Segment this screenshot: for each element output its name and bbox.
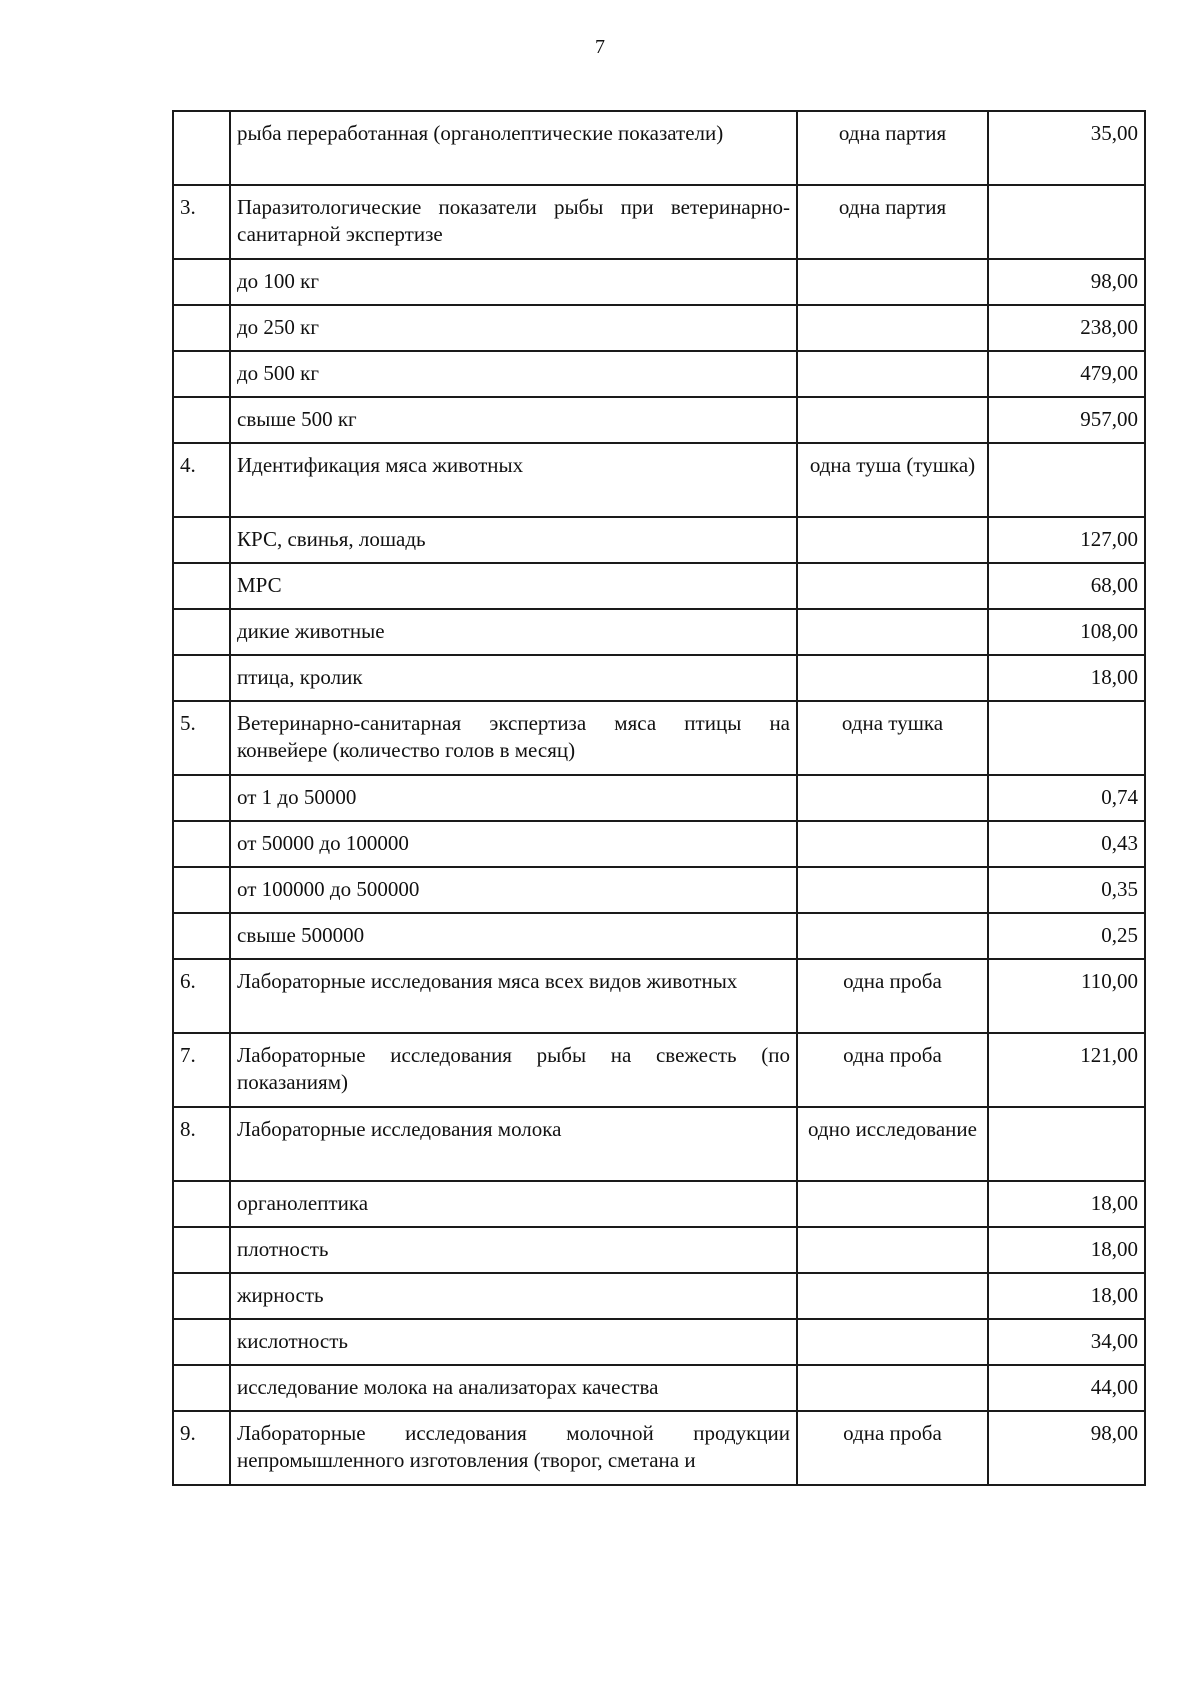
unit-of-measure [797,1365,988,1411]
unit-of-measure [797,913,988,959]
row-number: 5. [173,701,230,775]
service-name: до 250 кг [230,305,797,351]
price-value: 98,00 [988,1411,1145,1485]
service-name: кислотность [230,1319,797,1365]
table-row [173,397,1145,443]
price-value: 35,00 [988,111,1145,185]
price-value: 127,00 [988,517,1145,563]
unit-of-measure [797,655,988,701]
service-name: Ветеринарно-санитарная экспертиза мяса птицы на конвейере (количество голов в месяц) [230,701,797,775]
row-number [173,259,230,305]
row-number: 7. [173,1033,230,1107]
row-number [173,1319,230,1365]
service-name: от 1 до 50000 [230,775,797,821]
table-row [173,701,1145,775]
service-name: до 500 кг [230,351,797,397]
price-value: 110,00 [988,959,1145,1033]
unit-of-measure [797,397,988,443]
table-row [173,443,1145,517]
unit-of-measure [797,867,988,913]
row-number: 6. [173,959,230,1033]
service-name: плотность [230,1227,797,1273]
table-row [173,305,1145,351]
table-row [173,1227,1145,1273]
unit-of-measure: одна тушка [797,701,988,775]
row-number [173,351,230,397]
price-value: 108,00 [988,609,1145,655]
table-row [173,351,1145,397]
price-value: 18,00 [988,1227,1145,1273]
price-value [988,701,1145,775]
unit-of-measure [797,517,988,563]
unit-of-measure: одна партия [797,185,988,259]
row-number [173,609,230,655]
unit-of-measure: одно исследование [797,1107,988,1181]
price-value: 0,25 [988,913,1145,959]
table-row [173,1365,1145,1411]
unit-of-measure [797,305,988,351]
table-row [173,867,1145,913]
service-name: органолептика [230,1181,797,1227]
unit-of-measure: одна партия [797,111,988,185]
unit-of-measure [797,259,988,305]
price-value: 479,00 [988,351,1145,397]
table-row [173,821,1145,867]
table-row [173,1107,1145,1181]
row-number: 3. [173,185,230,259]
table-row [173,775,1145,821]
unit-of-measure [797,1181,988,1227]
service-name: Лабораторные исследования молочной продукции непромышленного изготовления (творог, сметана и [230,1411,797,1485]
row-number [173,775,230,821]
unit-of-measure: одна туша (тушка) [797,443,988,517]
price-value: 0,43 [988,821,1145,867]
service-name: Лабораторные исследования молока [230,1107,797,1181]
table-row [173,1181,1145,1227]
price-value: 68,00 [988,563,1145,609]
row-number [173,397,230,443]
service-name: Идентификация мяса животных [230,443,797,517]
table-row [173,1033,1145,1107]
price-value [988,1107,1145,1181]
table-row [173,1319,1145,1365]
unit-of-measure [797,609,988,655]
row-number: 8. [173,1107,230,1181]
unit-of-measure [797,821,988,867]
service-name: от 100000 до 500000 [230,867,797,913]
row-number [173,1181,230,1227]
price-value: 34,00 [988,1319,1145,1365]
service-name: КРС, свинья, лошадь [230,517,797,563]
unit-of-measure [797,563,988,609]
service-name: дикие животные [230,609,797,655]
unit-of-measure: одна проба [797,1033,988,1107]
price-value [988,443,1145,517]
service-name: исследование молока на анализаторах качества [230,1365,797,1411]
row-number [173,517,230,563]
price-value: 957,00 [988,397,1145,443]
table-row [173,259,1145,305]
table-row [173,913,1145,959]
service-name: свыше 500 кг [230,397,797,443]
table-row [173,959,1145,1033]
table-row [173,563,1145,609]
tariff-table-body [173,111,1145,1485]
table-row [173,609,1145,655]
table-row [173,1411,1145,1485]
page-number: 7 [595,36,605,58]
price-value: 18,00 [988,1181,1145,1227]
row-number [173,1365,230,1411]
unit-of-measure [797,775,988,821]
service-name: рыба переработанная (органолептические показатели) [230,111,797,185]
row-number [173,111,230,185]
table-row [173,111,1145,185]
table-row [173,655,1145,701]
price-value: 0,74 [988,775,1145,821]
price-value: 98,00 [988,259,1145,305]
table-row [173,1273,1145,1319]
table-row [173,185,1145,259]
service-name: до 100 кг [230,259,797,305]
unit-of-measure [797,1227,988,1273]
service-name: свыше 500000 [230,913,797,959]
row-number [173,867,230,913]
tariff-table [172,110,1146,1486]
service-name: жирность [230,1273,797,1319]
row-number [173,655,230,701]
service-name: МРС [230,563,797,609]
unit-of-measure [797,1319,988,1365]
price-value: 238,00 [988,305,1145,351]
price-value: 0,35 [988,867,1145,913]
row-number [173,1227,230,1273]
row-number [173,563,230,609]
service-name: от 50000 до 100000 [230,821,797,867]
row-number [173,821,230,867]
price-value: 18,00 [988,1273,1145,1319]
row-number [173,1273,230,1319]
row-number: 4. [173,443,230,517]
price-value: 44,00 [988,1365,1145,1411]
service-name: Лабораторные исследования мяса всех видов животных [230,959,797,1033]
service-name: птица, кролик [230,655,797,701]
price-value: 121,00 [988,1033,1145,1107]
unit-of-measure [797,351,988,397]
unit-of-measure [797,1273,988,1319]
row-number [173,913,230,959]
service-name: Лабораторные исследования рыбы на свежесть (по показаниям) [230,1033,797,1107]
unit-of-measure: одна проба [797,959,988,1033]
service-name: Паразитологические показатели рыбы при ветеринарно-санитарной экспертизе [230,185,797,259]
table-row [173,517,1145,563]
price-value [988,185,1145,259]
row-number [173,305,230,351]
price-value: 18,00 [988,655,1145,701]
unit-of-measure: одна проба [797,1411,988,1485]
row-number: 9. [173,1411,230,1485]
